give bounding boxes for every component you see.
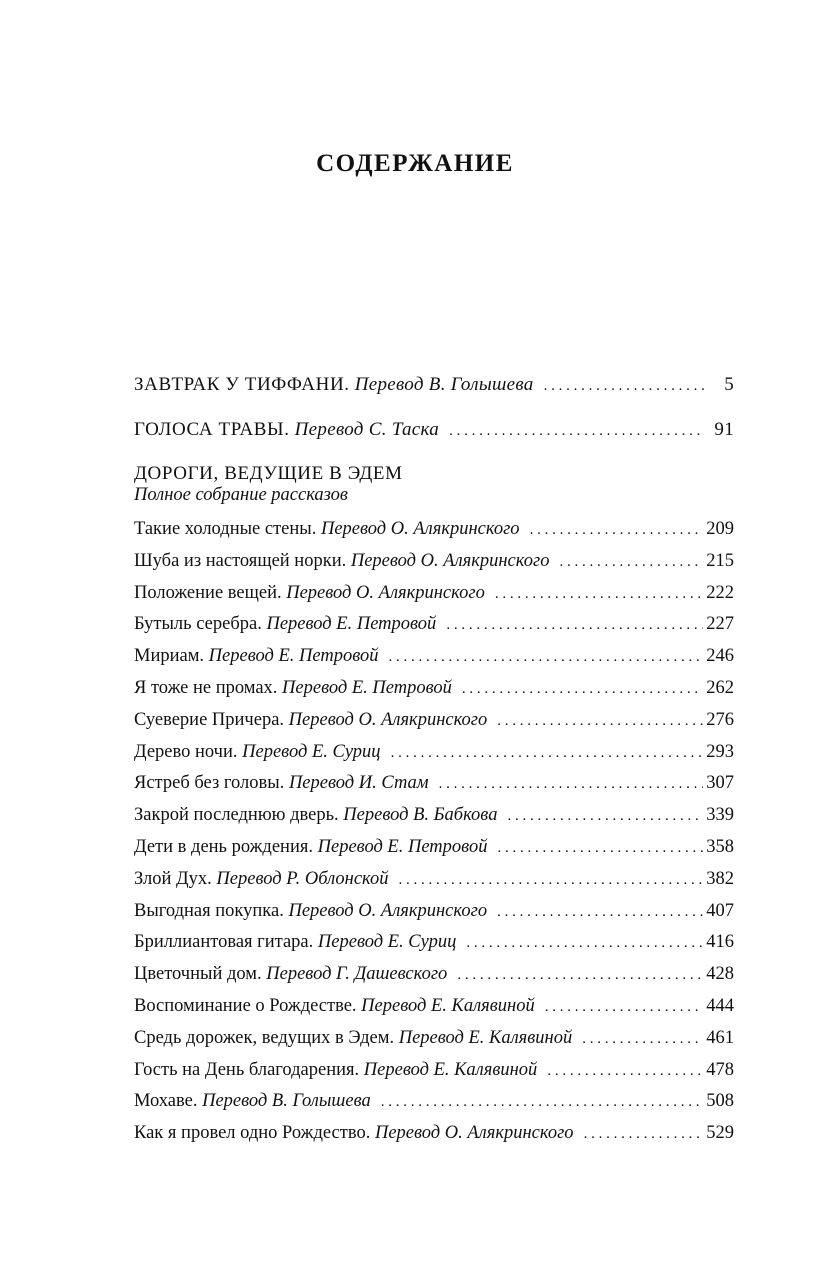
section-subtitle: Полное собрание рассказов: [134, 485, 348, 505]
entry-page-number: 307: [706, 773, 734, 794]
dot-leader: [559, 551, 703, 573]
entry-title: Закрой последнюю дверь.: [134, 805, 339, 826]
entry-translator: Перевод Е. Петровой: [208, 646, 379, 667]
toc-entry-story[interactable]: [134, 1027, 734, 1050]
entry-page-number: 262: [706, 677, 734, 698]
section-title[interactable]: ДОРОГИ, ВЕДУЩИЕ В ЭДЕМ: [134, 463, 403, 484]
toc-entry-story[interactable]: [134, 582, 734, 605]
entry-title: Средь дорожек, ведущих в Эдем.: [134, 1027, 395, 1048]
dot-leader: [547, 1060, 703, 1082]
dot-leader: [446, 614, 703, 636]
entry-title: Я тоже не промах.: [134, 677, 278, 698]
entry-page-number: 227: [706, 614, 734, 635]
entry-title: Гость на День благодарения.: [134, 1059, 360, 1080]
entry-translator: Перевод Е. Калявиной: [363, 1059, 538, 1080]
entry-title: Злой Дух.: [134, 868, 212, 889]
entry-page-number: 382: [706, 868, 734, 889]
entry-translator: Перевод В. Голышева: [202, 1091, 371, 1112]
story-list: [134, 518, 734, 1145]
entry-page-number: 215: [706, 550, 734, 571]
entry-page-number: 407: [706, 900, 734, 921]
toc-entry-story[interactable]: [134, 772, 734, 795]
dot-leader: [449, 420, 705, 442]
entry-translator: Перевод О. Алякринского: [288, 709, 488, 730]
entry-page-number: 428: [706, 964, 734, 985]
entry-translator: Перевод Е. Петровой: [266, 614, 437, 635]
toc-entry-story[interactable]: [134, 741, 734, 764]
toc-entry-story[interactable]: [134, 931, 734, 954]
toc-entry-story[interactable]: [134, 1059, 734, 1082]
entry-title: Воспоминание о Рождестве.: [134, 995, 357, 1016]
entry-translator: Перевод Е. Калявиной: [398, 1027, 573, 1048]
page-title: СОДЕРЖАНИЕ: [316, 150, 514, 177]
entry-title: Выгодная покупка.: [134, 900, 284, 921]
toc-entry-story[interactable]: [134, 518, 734, 541]
entry-title: ГОЛОСА ТРАВЫ.: [134, 419, 290, 440]
toc-entry-story[interactable]: [134, 1122, 734, 1145]
toc-entry-story[interactable]: [134, 645, 734, 668]
entry-translator: Перевод О. Алякринского: [286, 582, 485, 603]
dot-leader: [582, 1028, 703, 1050]
entry-page-number: 444: [706, 995, 734, 1016]
toc-entry-story[interactable]: [134, 868, 734, 891]
entry-title: Мириам.: [134, 646, 205, 667]
entry-translator: Перевод С. Таска: [294, 419, 440, 440]
entry-translator: Перевод Г. Дашевского: [266, 964, 448, 985]
entry-translator: Перевод В. Голышева: [354, 374, 534, 395]
table-of-contents: [134, 374, 734, 1145]
entry-page-number: 246: [706, 646, 734, 667]
dot-leader: [391, 742, 704, 764]
entry-page-number: 209: [706, 519, 734, 539]
dot-leader: [457, 964, 703, 986]
entry-title: Суеверие Причера.: [134, 709, 285, 730]
toc-entry-story[interactable]: [134, 963, 734, 986]
entry-title: Положение вещей.: [134, 582, 282, 603]
entry-page-number: 91: [714, 419, 734, 440]
dot-leader: [462, 678, 703, 700]
entry-page-number: 276: [706, 709, 734, 730]
entry-translator: Перевод Е. Суриц: [317, 932, 457, 953]
dot-leader: [399, 869, 704, 891]
entry-title: Шуба из настоящей норки.: [134, 550, 347, 571]
entry-title: Мохаве.: [134, 1091, 198, 1112]
entry-translator: Перевод О. Алякринского: [374, 1123, 574, 1144]
entry-title: Бутыль серебра.: [134, 614, 262, 635]
entry-page-number: 222: [706, 582, 734, 603]
dot-leader: [544, 375, 705, 397]
entry-translator: Перевод Р. Облонской: [216, 868, 389, 889]
entry-page-number: 293: [706, 741, 734, 762]
toc-entry-story[interactable]: [134, 836, 734, 859]
dot-leader: [466, 932, 703, 954]
dot-leader: [507, 805, 703, 827]
toc-entry-story[interactable]: [134, 804, 734, 827]
toc-entry-story[interactable]: [134, 677, 734, 700]
entry-page-number: 461: [706, 1027, 734, 1048]
entry-translator: Перевод Е. Петровой: [317, 836, 488, 857]
entry-translator: Перевод О. Алякринского: [320, 519, 520, 539]
toc-entry-major[interactable]: [134, 374, 734, 397]
toc-entry-major[interactable]: [134, 419, 734, 442]
entry-page-number: 478: [706, 1059, 734, 1080]
dot-leader: [545, 996, 704, 1018]
dot-leader: [439, 773, 704, 795]
dot-leader: [389, 646, 704, 668]
entry-page-number: 358: [706, 836, 734, 857]
dot-leader: [381, 1091, 704, 1113]
entry-page-number: 5: [724, 374, 734, 395]
entry-page-number: 508: [706, 1091, 734, 1112]
entry-translator: Перевод Е. Калявиной: [361, 995, 535, 1016]
entry-translator: Перевод В. Бабкова: [343, 805, 498, 826]
entry-title: Дерево ночи.: [134, 741, 238, 762]
entry-title: Ястреб без головы.: [134, 773, 285, 794]
toc-entry-story[interactable]: [134, 900, 734, 923]
entry-translator: Перевод И. Стам: [288, 773, 429, 794]
entry-title: Дети в день рождения.: [134, 836, 313, 857]
entry-title: Бриллиантовая гитара.: [134, 932, 314, 953]
entry-translator: Перевод О. Алякринского: [350, 550, 550, 571]
entry-page-number: 339: [706, 805, 734, 826]
dot-leader: [530, 519, 704, 541]
entry-page-number: 416: [706, 932, 734, 953]
dot-leader: [497, 710, 703, 732]
entry-translator: Перевод Е. Суриц: [242, 741, 381, 762]
dot-leader: [584, 1123, 704, 1145]
dot-leader: [497, 837, 703, 859]
entry-title: Такие холодные стены.: [134, 519, 317, 539]
entry-title: Цветочный дом.: [134, 964, 262, 985]
entry-translator: Перевод О. Алякринского: [288, 900, 488, 921]
dot-leader: [497, 901, 703, 923]
entry-translator: Перевод Е. Петровой: [282, 677, 452, 698]
entry-page-number: 529: [706, 1123, 734, 1144]
entry-title: ЗАВТРАК У ТИФФАНИ.: [134, 374, 350, 395]
toc-entry-story[interactable]: [134, 1090, 734, 1113]
entry-title: Как я провел одно Рождество.: [134, 1123, 371, 1144]
toc-entry-story[interactable]: [134, 709, 734, 732]
toc-entry-story[interactable]: [134, 550, 734, 573]
toc-entry-story[interactable]: [134, 613, 734, 636]
toc-entry-story[interactable]: [134, 995, 734, 1018]
dot-leader: [495, 583, 703, 605]
